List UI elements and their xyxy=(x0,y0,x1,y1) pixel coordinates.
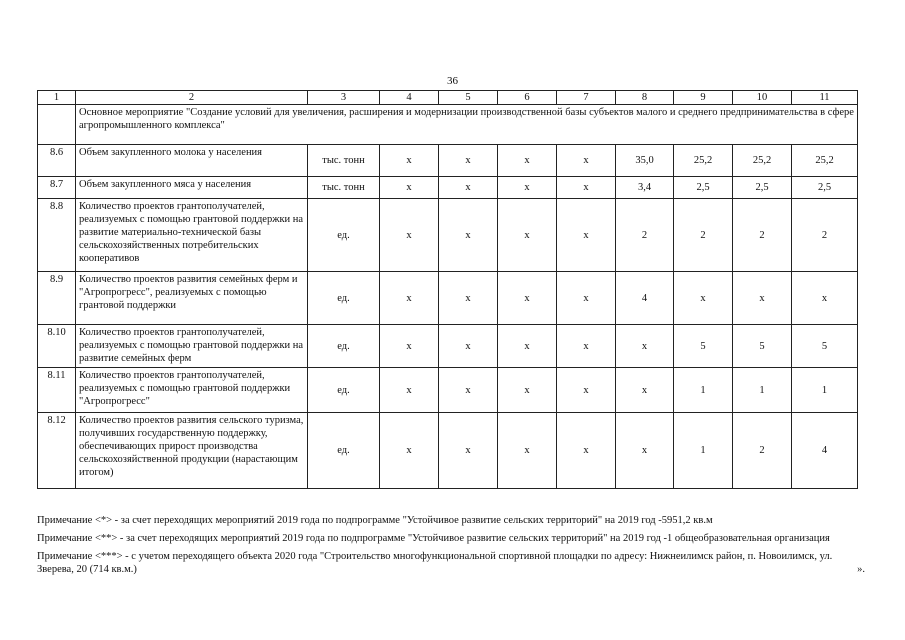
table-row xyxy=(38,272,858,325)
indicator-name: Количество проектов грантополучателей, реализуемых с помощью грантовой поддержки "Агропрогресс" xyxy=(76,368,308,413)
value-cell: х xyxy=(380,325,439,368)
header-cell: 7 xyxy=(557,91,616,105)
value-cell: 2 xyxy=(792,199,858,272)
indicator-table xyxy=(37,90,858,489)
value-cell: х xyxy=(380,145,439,177)
page-number: 36 xyxy=(447,75,458,87)
value-cell: х xyxy=(557,325,616,368)
header-cell: 11 xyxy=(792,91,858,105)
value-cell: 1 xyxy=(792,368,858,413)
value-cell: 2 xyxy=(616,199,674,272)
table-row xyxy=(38,199,858,272)
value-cell: х xyxy=(616,368,674,413)
section-num-cell xyxy=(38,105,76,145)
note-2: Примечание <**> - за счет переходящих мероприятий 2019 года по подпрограмме "Устойчивое развитие сельских территорий" на 2019 год -1 общеобразовательная организация xyxy=(37,533,830,544)
value-cell: 5 xyxy=(733,325,792,368)
value-cell: 4 xyxy=(792,413,858,489)
value-cell: 4 xyxy=(616,272,674,325)
indicator-name: Объем закупленного мяса у населения xyxy=(76,177,308,199)
note-1: Примечание <*> - за счет переходящих мероприятий 2019 года по подпрограмме "Устойчивое развитие сельских территорий" на 2019 год -5951,2 кв.м xyxy=(37,515,713,526)
value-cell: х xyxy=(498,177,557,199)
section-row xyxy=(38,105,858,145)
value-cell: 3,4 xyxy=(616,177,674,199)
value-cell: 2 xyxy=(674,199,733,272)
value-cell: х xyxy=(616,413,674,489)
column-number-row xyxy=(38,91,858,105)
value-cell: 25,2 xyxy=(792,145,858,177)
value-cell: 1 xyxy=(674,413,733,489)
header-cell: 1 xyxy=(38,91,76,105)
value-cell: 25,2 xyxy=(733,145,792,177)
row-number: 8.9 xyxy=(38,272,76,325)
unit-cell: тыс. тонн xyxy=(308,177,380,199)
value-cell: х xyxy=(498,272,557,325)
header-cell: 9 xyxy=(674,91,733,105)
value-cell: 1 xyxy=(674,368,733,413)
value-cell: х xyxy=(439,413,498,489)
value-cell: х xyxy=(380,413,439,489)
table-row xyxy=(38,145,858,177)
indicator-name: Количество проектов развития сельского туризма, получивших государственную поддержку, обеспечивающих прирост производства сельскохозяйственной продукции (нарастающим итогом) xyxy=(76,413,308,489)
value-cell: х xyxy=(498,325,557,368)
value-cell: х xyxy=(674,272,733,325)
value-cell: х xyxy=(439,177,498,199)
unit-cell: ед. xyxy=(308,199,380,272)
indicator-name: Количество проектов развития семейных ферм и "Агропрогресс", реализуемых с помощью грантовой поддержки xyxy=(76,272,308,325)
row-number: 8.7 xyxy=(38,177,76,199)
value-cell: 35,0 xyxy=(616,145,674,177)
unit-cell: ед. xyxy=(308,272,380,325)
value-cell: х xyxy=(380,199,439,272)
value-cell: х xyxy=(557,413,616,489)
header-cell: 10 xyxy=(733,91,792,105)
value-cell: 5 xyxy=(674,325,733,368)
row-number: 8.10 xyxy=(38,325,76,368)
value-cell: х xyxy=(439,272,498,325)
value-cell: 2,5 xyxy=(674,177,733,199)
table-row xyxy=(38,177,858,199)
value-cell: х xyxy=(557,272,616,325)
value-cell: х xyxy=(439,368,498,413)
value-cell: 2 xyxy=(733,413,792,489)
value-cell: 2,5 xyxy=(733,177,792,199)
unit-cell: ед. xyxy=(308,368,380,413)
header-cell: 6 xyxy=(498,91,557,105)
value-cell: х xyxy=(616,325,674,368)
value-cell: х xyxy=(380,177,439,199)
value-cell: х xyxy=(557,199,616,272)
value-cell: х xyxy=(498,368,557,413)
notes-block xyxy=(37,514,867,576)
row-number: 8.6 xyxy=(38,145,76,177)
header-cell: 5 xyxy=(439,91,498,105)
value-cell: 2,5 xyxy=(792,177,858,199)
value-cell: х xyxy=(498,413,557,489)
row-number: 8.11 xyxy=(38,368,76,413)
row-number: 8.8 xyxy=(38,199,76,272)
header-cell: 8 xyxy=(616,91,674,105)
note-3: Примечание <***> - с учетом переходящего объекта 2020 года "Строительство многофункциональной спортивной площадки по адресу: Нижнеилимск район, п. Новоилимск, ул. Зверева, 20 (714 кв.м.) xyxy=(37,551,833,575)
value-cell: 1 xyxy=(733,368,792,413)
value-cell: х xyxy=(557,145,616,177)
header-cell: 4 xyxy=(380,91,439,105)
unit-cell: ед. xyxy=(308,413,380,489)
value-cell: 5 xyxy=(792,325,858,368)
table-row xyxy=(38,368,858,413)
unit-cell: ед. xyxy=(308,325,380,368)
value-cell: х xyxy=(733,272,792,325)
row-number: 8.12 xyxy=(38,413,76,489)
header-cell: 3 xyxy=(308,91,380,105)
value-cell: х xyxy=(439,145,498,177)
value-cell: х xyxy=(792,272,858,325)
value-cell: х xyxy=(439,199,498,272)
indicator-name: Количество проектов грантополучателей, реализуемых с помощью грантовой поддержки на развитие материально-технической базы сельскохозяйственных потребительских кооперативов xyxy=(76,199,308,272)
value-cell: 25,2 xyxy=(674,145,733,177)
indicator-name: Объем закупленного молока у населения xyxy=(76,145,308,177)
table-row xyxy=(38,413,858,489)
section-title: Основное мероприятие "Создание условий для увеличения, расширения и модернизации производственной базы субъектов малого и среднего предпринимательства в сфере агропромышленного комплекса" xyxy=(76,105,858,145)
value-cell: х xyxy=(380,272,439,325)
value-cell: х xyxy=(380,368,439,413)
table-row xyxy=(38,325,858,368)
indicator-name: Количество проектов грантополучателей, реализуемых с помощью грантовой поддержки на развитие семейных ферм xyxy=(76,325,308,368)
unit-cell: тыс. тонн xyxy=(308,145,380,177)
value-cell: х xyxy=(439,325,498,368)
value-cell: 2 xyxy=(733,199,792,272)
value-cell: х xyxy=(498,145,557,177)
value-cell: х xyxy=(498,199,557,272)
value-cell: х xyxy=(557,368,616,413)
header-cell: 2 xyxy=(76,91,308,105)
value-cell: х xyxy=(557,177,616,199)
closing-mark: ». xyxy=(857,564,865,575)
